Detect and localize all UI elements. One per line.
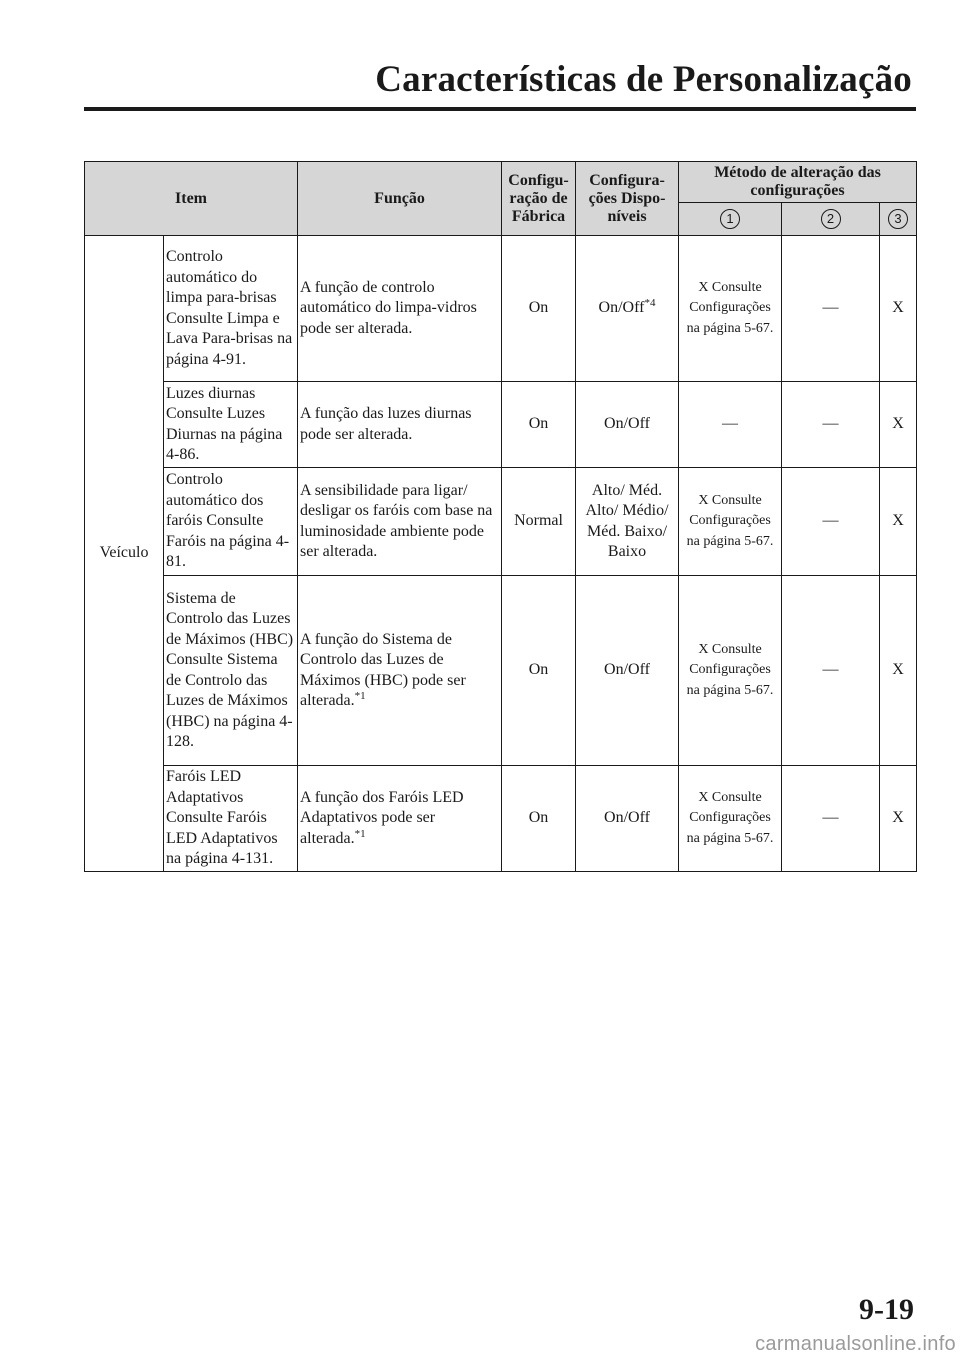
item-cell: Luzes diurnas Consulte Luzes Diurnas na página 4-86. (164, 382, 298, 468)
method-1-cell: X Consulte Configurações na página 5-67. (679, 468, 782, 576)
method-1-cell: X Consulte Configurações na página 5-67. (679, 766, 782, 872)
factory-cell: On (502, 766, 576, 872)
customization-table (84, 161, 917, 872)
page-title: Características de Personalização (375, 59, 912, 100)
header-method-3 (880, 203, 917, 236)
table-row (85, 766, 917, 872)
method-2-cell: — (782, 468, 880, 576)
available-cell: On/Off (576, 576, 679, 766)
header-available-settings: Configura-ções Dispo-níveis (576, 162, 679, 236)
table-header-row (85, 162, 917, 203)
function-cell: A função dos Faróis LED Adaptativos pode ser alterada.$^{*1}$ (298, 766, 502, 872)
header-method-1 (679, 203, 782, 236)
group-label-vehicle: Veículo (85, 236, 164, 872)
function-cell: A função das luzes diurnas pode ser alterada. (298, 382, 502, 468)
table-row (85, 468, 917, 576)
method-3-cell: X (880, 576, 917, 766)
item-cell: Faróis LED Adaptativos Consulte Faróis LED Adaptativos na página 4-131. (164, 766, 298, 872)
method-1-cell: X Consulte Configurações na página 5-67. (679, 576, 782, 766)
factory-cell: Normal (502, 468, 576, 576)
circled-number-1: 1 (720, 209, 740, 229)
watermark: carmanualsonline.info (755, 1333, 956, 1355)
method-1-cell: — (679, 382, 782, 468)
item-cell: Sistema de Controlo das Luzes de Máximos (HBC) Consulte Sistema de Controlo das Luzes de Máximos (HBC) na página 4-128. (164, 576, 298, 766)
table-row (85, 382, 917, 468)
table-row (85, 576, 917, 766)
available-cell: Alto/ Méd. Alto/ Médio/ Méd. Baixo/ Baixo (576, 468, 679, 576)
method-2-cell: — (782, 382, 880, 468)
method-3-cell: X (880, 236, 917, 382)
table-row (85, 236, 917, 382)
available-cell: On/Off (576, 766, 679, 872)
method-2-cell: — (782, 576, 880, 766)
circled-number-3: 3 (888, 209, 908, 229)
factory-cell: On (502, 236, 576, 382)
header-item: Item (85, 162, 298, 236)
header-change-method: Método de alteração das configurações (679, 162, 917, 203)
method-2-cell: — (782, 766, 880, 872)
method-1-cell: X Consulte Configurações na página 5-67. (679, 236, 782, 382)
circled-number-2: 2 (821, 209, 841, 229)
factory-cell: On (502, 382, 576, 468)
function-cell: A sensibilidade para ligar/ desligar os faróis com base na luminosidade ambiente pode ser alterada. (298, 468, 502, 576)
function-cell: A função do Sistema de Controlo das Luzes de Máximos (HBC) pode ser alterada.$^{*1}$ (298, 576, 502, 766)
method-2-cell: — (782, 236, 880, 382)
method-3-cell: X (880, 766, 917, 872)
available-cell: On/Off$^{*4}$ (576, 236, 679, 382)
header-function: Função (298, 162, 502, 236)
header-method-2 (782, 203, 880, 236)
method-3-cell: X (880, 468, 917, 576)
method-3-cell: X (880, 382, 917, 468)
available-cell: On/Off (576, 382, 679, 468)
item-cell: Controlo automático do limpa para-brisas Consulte Limpa e Lava Para-brisas na página 4-91. (164, 236, 298, 382)
page-number: 9-19 (859, 1293, 914, 1326)
factory-cell: On (502, 576, 576, 766)
header-rule (84, 107, 916, 111)
item-cell: Controlo automático dos faróis Consulte Faróis na página 4-81. (164, 468, 298, 576)
header-factory-setting: Configu-ração de Fábrica (502, 162, 576, 236)
function-cell: A função de controlo automático do limpa-vidros pode ser alterada. (298, 236, 502, 382)
